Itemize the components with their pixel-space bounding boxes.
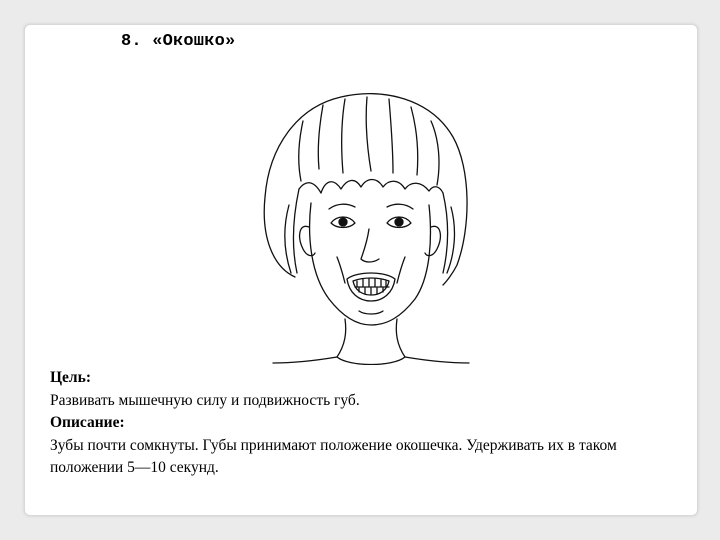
chin <box>359 311 383 314</box>
nose <box>361 229 379 262</box>
hair-strands <box>299 97 439 185</box>
description-heading: Описание: <box>50 414 125 431</box>
neck-right <box>396 319 405 357</box>
hair-right-side <box>443 193 454 273</box>
goal-text: Развивать мышечную силу и подвижность губ. <box>50 391 360 409</box>
left-ear <box>300 226 315 255</box>
left-pupil <box>339 218 347 226</box>
neck-left <box>337 319 346 357</box>
exercise-text <box>50 367 680 480</box>
face-contour <box>310 203 431 325</box>
slide <box>24 24 698 516</box>
goal-heading: Цель: <box>50 369 91 386</box>
exercise-title: 8. «Окошко» <box>121 32 236 51</box>
collar <box>337 357 405 365</box>
child-face-illustration <box>233 77 497 365</box>
description-text: Зубы почти сомкнуты. Губы принимают положение окошечка. Удерживать их в таком положении 5—10 секунд. <box>50 436 617 476</box>
hair-left-side <box>285 189 299 273</box>
bangs <box>299 180 443 194</box>
shoulders <box>273 357 469 363</box>
left-eyebrow <box>329 204 355 209</box>
right-pupil <box>395 218 403 226</box>
right-eyebrow <box>387 204 413 209</box>
right-ear <box>425 226 440 255</box>
